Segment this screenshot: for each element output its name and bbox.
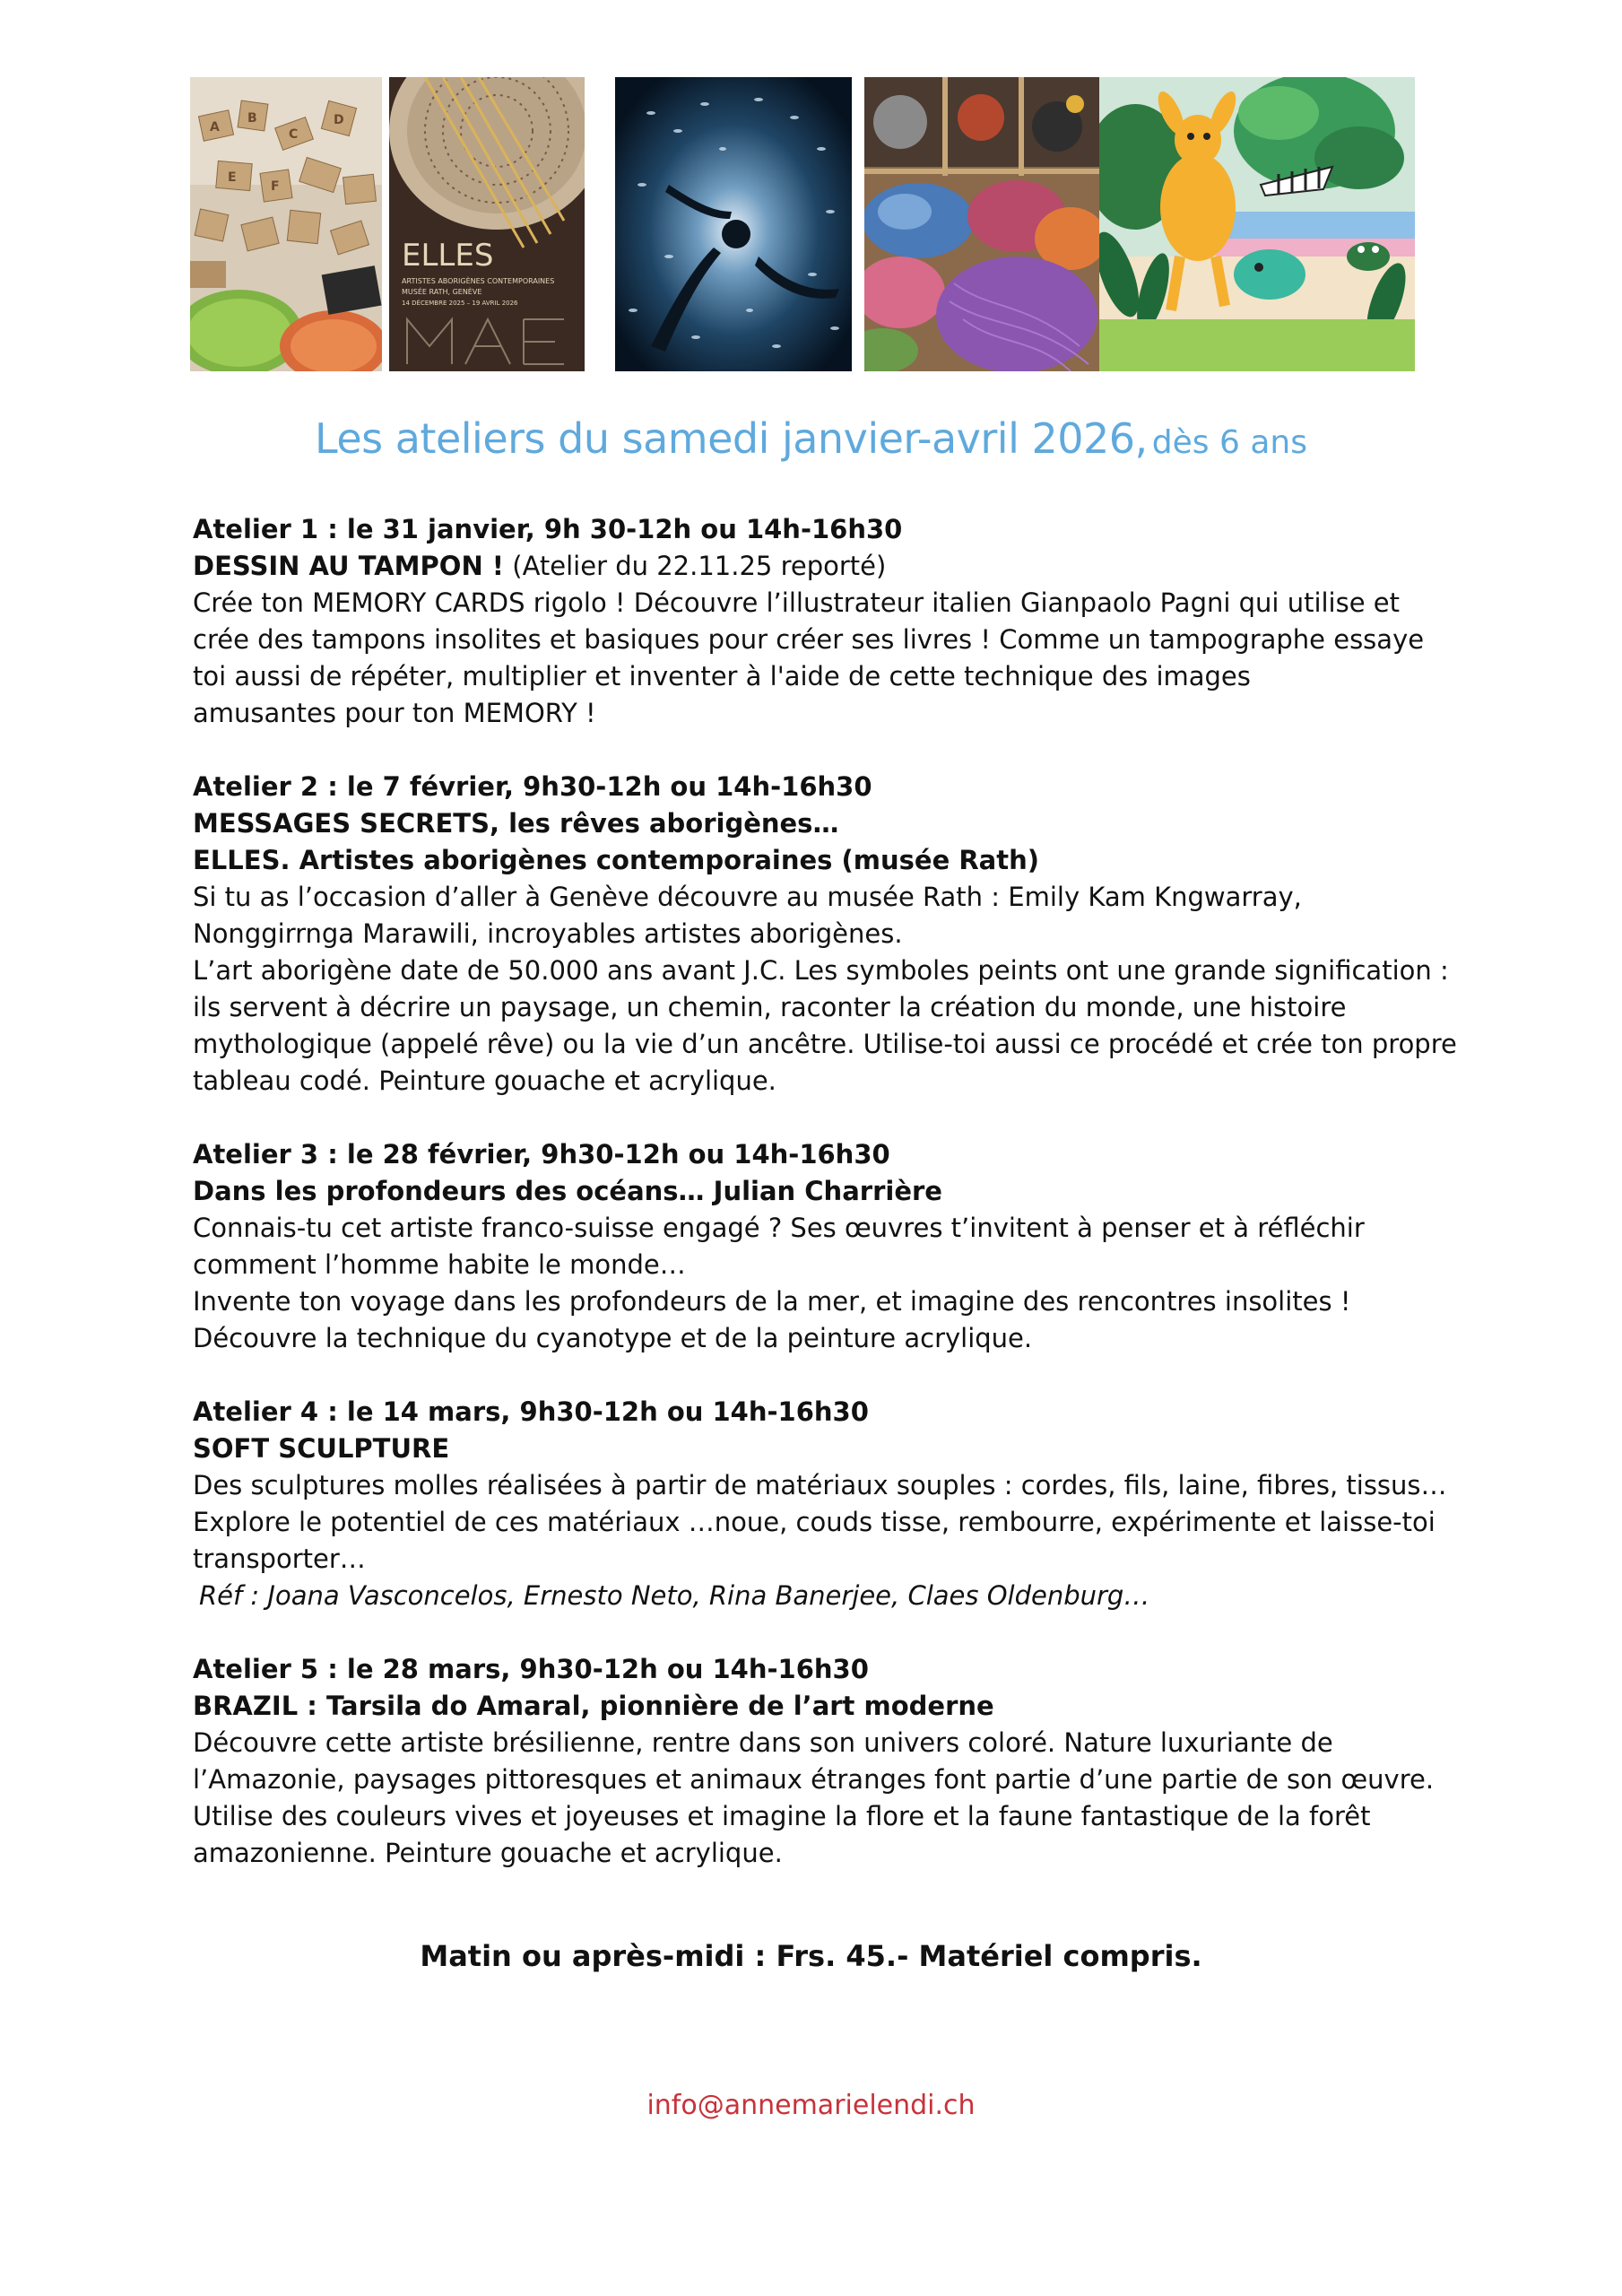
atelier-title: DESSIN AU TAMPON ! <box>193 551 505 581</box>
atelier-subtitle: ELLES. Artistes aborigènes contemporaines (musée Rath) <box>193 845 1040 875</box>
atelier-heading: Atelier 5 : le 28 mars, 9h30-12h ou 14h-16h30 <box>193 1654 869 1684</box>
atelier-title: BRAZIL : Tarsila do Amaral, pionnière de l’art moderne <box>193 1691 994 1721</box>
title-age: dès 6 ans <box>1151 424 1307 461</box>
poster-title: ELLES <box>402 238 494 274</box>
body-line: Découvre la technique du cyanotype et de la peinture acrylique. <box>193 1323 1033 1353</box>
atelier-heading: Atelier 3 : le 28 février, 9h30-12h ou 14h-16h30 <box>193 1139 890 1170</box>
svg-text:F: F <box>271 179 280 194</box>
atelier-3 <box>193 1136 1439 1357</box>
atelier-1 <box>193 511 1439 732</box>
body-line: crée des tampons insolites et basiques pour créer ses livres ! Comme un tampographe essaye <box>193 624 1425 655</box>
atelier-5 <box>193 1651 1439 1872</box>
contact-email[interactable]: info@annemarielendi.ch <box>646 2090 976 2121</box>
tarsila-painting <box>1099 77 1415 371</box>
body-line: amusantes pour ton MEMORY ! <box>193 698 596 728</box>
body-line: Si tu as l’occasion d’aller à Genève découvre au musée Rath : Emily Kam Kngwarray, <box>193 882 1302 912</box>
body-line: l’Amazonie, paysages pittoresques et animaux étranges font partie d’une partie de son œuvre. <box>193 1764 1435 1795</box>
atelier-title: Dans les profondeurs des océans… Julian Charrière <box>193 1176 942 1206</box>
svg-text:C: C <box>289 127 299 142</box>
body-line: mythologique (appelé rêve) ou la vie d’un ancêtre. Utilise-toi aussi ce procédé et crée ton propre <box>193 1029 1457 1059</box>
body-line: tableau codé. Peinture gouache et acrylique. <box>193 1065 776 1096</box>
atelier-heading: Atelier 1 : le 31 janvier, 9h 30-12h ou 14h-16h30 <box>193 514 903 544</box>
body-line: transporter… <box>193 1544 366 1574</box>
body-line: Connais-tu cet artiste franco-suisse engagé ? Ses œuvres t’invitent à penser et à réfléchir <box>193 1213 1365 1243</box>
banner-images <box>190 77 1415 371</box>
atelier-title: SOFT SCULPTURE <box>193 1433 450 1464</box>
atelier-heading: Atelier 4 : le 14 mars, 9h30-12h ou 14h-16h30 <box>193 1396 869 1427</box>
body-line: L’art aborigène date de 50.000 ans avant J.C. Les symboles peints ont une grande signification : <box>193 955 1449 986</box>
body-line: toi aussi de répéter, multiplier et inventer à l'aide de cette technique des images <box>193 661 1251 691</box>
body-line: ils servent à décrire un paysage, un chemin, raconter la création du monde, une histoire <box>193 992 1347 1022</box>
title-main: Les ateliers du samedi janvier-avril 2026, <box>315 414 1148 463</box>
atelier-references: Réf : Joana Vasconcelos, Ernesto Neto, Rina Banerjee, Claes Oldenburg… <box>199 1580 1150 1611</box>
body-line: Explore le potentiel de ces matériaux …noue, couds tisse, rembourre, expérimente et laisse-toi <box>193 1507 1436 1537</box>
svg-text:D: D <box>334 113 344 127</box>
body-line: Invente ton voyage dans les profondeurs de la mer, et imagine des rencontres insolites ! <box>193 1286 1351 1317</box>
ocean-sharks-photo <box>615 77 852 371</box>
svg-text:B: B <box>247 111 257 126</box>
poster-venue: MUSÉE RATH, GENÈVE <box>402 288 482 296</box>
price-info: Matin ou après-midi : Frs. 45.- Matériel compris. <box>420 1939 1202 1973</box>
poster-subtitle: ARTISTES ABORIGÈNES CONTEMPORAINES <box>402 277 555 285</box>
atelier-4 <box>193 1394 1447 1614</box>
body-line: Des sculptures molles réalisées à partir de matériaux souples : cordes, fils, laine, fibres, tissus… <box>193 1470 1447 1500</box>
svg-text:A: A <box>210 120 220 135</box>
atelier-heading: Atelier 2 : le 7 février, 9h30-12h ou 14h-16h30 <box>193 771 872 802</box>
body-line: comment l’homme habite le monde… <box>193 1249 686 1280</box>
yarn-materials-photo <box>864 77 1099 371</box>
atelier-title-note: (Atelier du 22.11.25 reporté) <box>512 551 887 581</box>
body-line: Utilise des couleurs vives et joyeuses et imagine la flore et la faune fantastique de la forêt <box>193 1801 1371 1831</box>
poster-dates: 14 DÉCEMBRE 2025 – 19 AVRIL 2026 <box>402 300 518 307</box>
page-title <box>0 414 1622 463</box>
atelier-title: MESSAGES SECRETS, les rêves aborigènes… <box>193 808 839 839</box>
body-line: Nonggirrnga Marawili, incroyables artistes aborigènes. <box>193 918 903 949</box>
ateliers-list <box>193 511 1457 1909</box>
stamps-photo <box>190 77 382 371</box>
body-line: amazonienne. Peinture gouache et acrylique. <box>193 1838 783 1868</box>
body-line: Crée ton MEMORY CARDS rigolo ! Découvre l’illustrateur italien Gianpaolo Pagni qui utilise et <box>193 587 1400 618</box>
body-line: Découvre cette artiste brésilienne, rentre dans son univers coloré. Nature luxuriante de <box>193 1727 1333 1758</box>
atelier-2 <box>193 769 1457 1100</box>
svg-text:E: E <box>228 170 237 185</box>
poster-elles <box>389 77 585 371</box>
